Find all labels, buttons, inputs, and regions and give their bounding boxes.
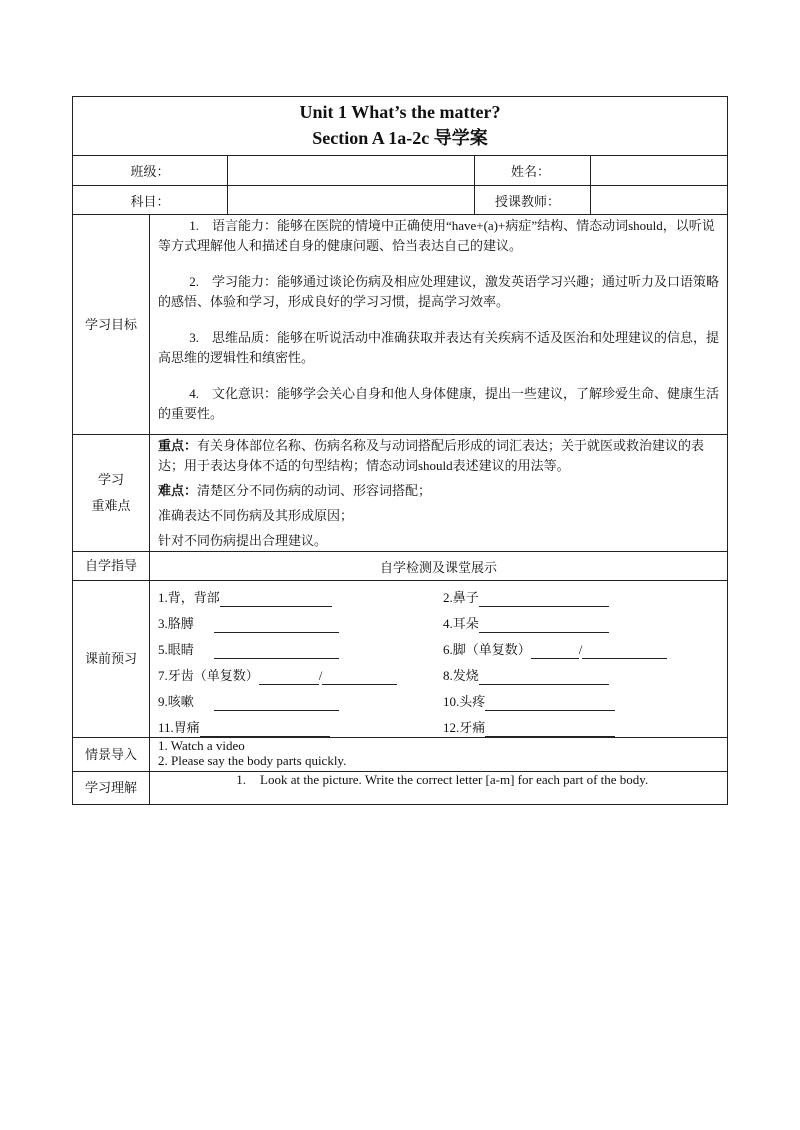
name-label: 姓名：	[475, 156, 591, 186]
teacher-label: 授课教师：	[475, 186, 591, 215]
answer-blank[interactable]	[485, 721, 615, 737]
name-field[interactable]	[591, 156, 728, 186]
vocab-item	[443, 607, 719, 633]
vocab-label: 11.胃痛	[158, 720, 200, 735]
vocab-label: 2.鼻子	[443, 590, 479, 605]
subject-field[interactable]	[228, 186, 475, 215]
class-field[interactable]	[228, 156, 475, 186]
key-points-content	[150, 435, 728, 552]
answer-blank[interactable]	[214, 643, 339, 659]
situation-line-1: 1. Watch a video	[158, 738, 245, 753]
preview-label: 课前预习	[73, 581, 150, 738]
blank-separator: /	[318, 668, 323, 683]
vocab-item	[158, 685, 443, 711]
task-text: Look at the picture. Write the correct letter [a-m] for each part of the body.	[260, 772, 649, 787]
answer-blank[interactable]	[479, 669, 609, 685]
objective-item: 4. 文化意识：能够学会关心自身和他人身体健康，提出一些建议，了解珍爱生命、健康生活的重要性。	[158, 386, 719, 421]
vocab-label: 1.背，背部	[158, 590, 220, 605]
vocab-item	[158, 581, 443, 607]
difficulty-text-3: 针对不同伤病提出合理建议。	[158, 533, 328, 548]
answer-blank[interactable]	[322, 669, 397, 685]
vocab-label: 6.脚（单复数）	[443, 642, 531, 657]
vocab-label: 9.咳嗽	[158, 694, 194, 709]
vocab-item	[158, 659, 443, 685]
situation-label: 情景导入	[73, 738, 150, 772]
answer-blank[interactable]	[220, 591, 332, 607]
answer-blank[interactable]	[479, 591, 609, 607]
vocab-item	[158, 607, 443, 633]
answer-blank[interactable]	[200, 721, 330, 737]
objective-item: 2. 学习能力：能够通过谈论伤病及相应处理建议，激发英语学习兴趣；通过听力及口语策略的感悟、体验和学习，形成良好的学习习惯，提高学习效率。	[158, 274, 719, 309]
understanding-content	[150, 772, 728, 805]
objectives-content	[150, 215, 728, 435]
difficulty-text-2: 准确表达不同伤病及其形成原因；	[158, 508, 354, 523]
task-number: 1.	[236, 772, 246, 787]
vocab-item	[443, 659, 719, 685]
situation-content	[150, 738, 728, 772]
answer-blank[interactable]	[214, 695, 339, 711]
vocab-label: 12.牙痛	[443, 720, 486, 735]
answer-blank[interactable]	[531, 643, 579, 659]
teacher-field[interactable]	[591, 186, 728, 215]
subject-label: 科目：	[73, 186, 228, 215]
vocab-label: 3.胳膊	[158, 616, 194, 631]
situation-line-2: 2. Please say the body parts quickly.	[158, 753, 347, 768]
self-study-heading: 自学检测及课堂展示	[150, 552, 728, 581]
vocab-item	[443, 581, 719, 607]
worksheet-table	[72, 96, 728, 805]
objectives-label: 学习目标	[73, 215, 150, 435]
key-points-label-line-1: 学习	[97, 472, 124, 487]
title-line-2: Section A 1a-2c 导学案	[312, 128, 488, 148]
vocab-item	[158, 633, 443, 659]
vocab-item	[443, 711, 719, 737]
answer-blank[interactable]	[582, 643, 667, 659]
difficulty-label: 难点：	[158, 483, 198, 498]
self-study-label: 自学指导	[73, 552, 150, 581]
vocab-label: 5.眼睛	[158, 642, 194, 657]
understanding-label: 学习理解	[73, 772, 150, 805]
key-label: 重点：	[158, 438, 198, 453]
preview-content	[150, 581, 728, 738]
vocab-item	[443, 685, 719, 711]
answer-blank[interactable]	[214, 617, 339, 633]
answer-blank[interactable]	[259, 669, 319, 685]
title-line-1: Unit 1 What’s the matter?	[299, 102, 501, 122]
answer-blank[interactable]	[485, 695, 615, 711]
vocab-label: 8.发烧	[443, 668, 479, 683]
vocab-item	[443, 633, 719, 659]
key-text: 有关身体部位名称、伤病名称及与动词搭配后形成的词汇表达；关于就医或救治建议的表达；用于表达身体不适的句型结构；情态动词should表述建议的用法等。	[158, 438, 705, 473]
title-cell	[73, 97, 728, 156]
key-points-label	[73, 435, 150, 552]
difficulty-text: 清楚区分不同伤病的动词、形容词搭配；	[197, 483, 432, 498]
vocab-label: 7.牙齿（单复数）	[158, 668, 259, 683]
vocab-item	[158, 711, 443, 737]
objective-item: 1. 语言能力：能够在医院的情境中正确使用“have+(a)+病症”结构、情态动词should，以听说等方式理解他人和描述自身的健康问题、恰当表达自己的建议。	[158, 218, 715, 253]
vocab-label: 10.头疼	[443, 694, 486, 709]
answer-blank[interactable]	[479, 617, 609, 633]
vocab-label: 4.耳朵	[443, 616, 479, 631]
key-points-label-line-2: 重难点	[91, 498, 131, 513]
objective-item: 3. 思维品质：能够在听说活动中准确获取并表达有关疾病不适及医治和处理建议的信息，提高思维的逻辑性和缜密性。	[158, 330, 719, 365]
blank-separator: /	[578, 642, 583, 657]
worksheet	[72, 96, 727, 805]
class-label: 班级：	[73, 156, 228, 186]
vocab-grid	[158, 581, 719, 737]
